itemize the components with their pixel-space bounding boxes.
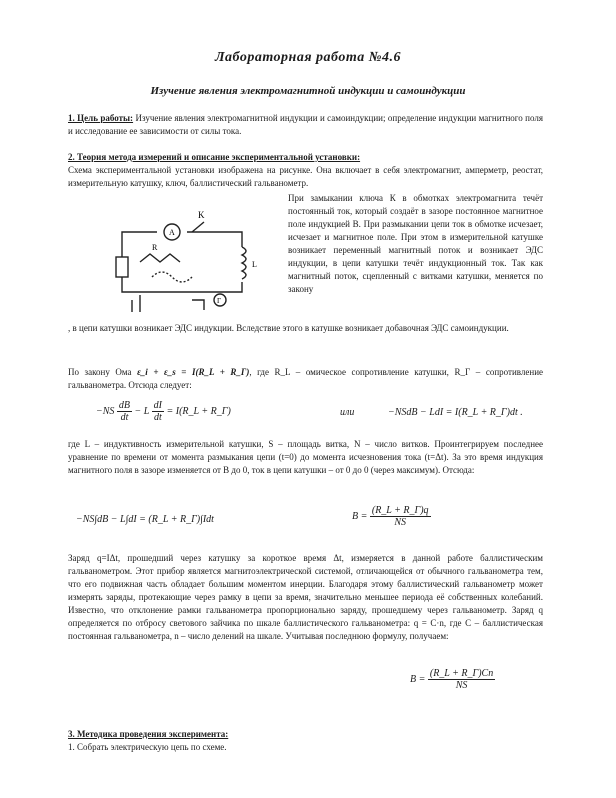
section-3 [68, 728, 543, 754]
galvanometer-paragraph [68, 552, 543, 643]
final-formula-den: NS [455, 680, 468, 691]
section-2-para1 [288, 192, 543, 296]
section-2-intro-text: Схема экспериментальной установки изображена на рисунке. Она включает в себя электромагнит, амперметр, реостат, измерительную катушку, ключ, баллистический гальванометр. [68, 165, 543, 188]
eq-right: −NSdB − LdI = I(R_L + R_Г)dt . [388, 407, 523, 418]
ohm-paragraph [68, 366, 543, 392]
eq-left-b: − L [134, 405, 150, 417]
integration-paragraph [68, 438, 543, 477]
eq-frac-1 [117, 400, 132, 423]
induction-formula [352, 505, 431, 528]
differential-equation [96, 400, 231, 423]
eq-frac-2-num: dI [153, 400, 163, 411]
section-2-para1-end [68, 322, 543, 335]
page-title: Лабораторная работа №4.6 [214, 50, 402, 65]
section-2-intro [68, 151, 543, 190]
section-3-label: 3. Методика проведения эксперимента: [68, 729, 229, 739]
integration-paragraph-text: где L – индуктивность измерительной катушки, S – площадь витка, N – число витков. Проинтегрируем последнее уравнение по времени от момента размыкания цепи (t=0) до момента исчезновения тока (t=Δt). За это время индукция магнитного поля в зазоре изменяется от В до 0, ток в цепи катушки – от 0 до 0 (через максимум). Отсюда: [68, 439, 543, 475]
circuit-label-k: K [198, 210, 205, 220]
integral-equation: −NS∫dB − L∫dI = (R_L + R_Г)∫Idt [76, 514, 214, 525]
ohm-formula: ε_i + ε_s = I(R_L + R_Г) [137, 367, 250, 377]
page-subtitle: Изучение явления электромагнитной индукции и самоиндукции [150, 85, 466, 97]
induction-formula-num: (R_L + R_Г)q [371, 505, 429, 516]
eq-left-c: = I(R_L + R_Г) [166, 405, 231, 417]
circuit-label-l: L [252, 260, 257, 269]
eq-frac-1-den: dt [120, 412, 129, 423]
section-1-label: 1. Цель работы: [68, 113, 134, 123]
circuit-label-r: R [152, 243, 158, 252]
circuit-label-a: A [169, 228, 175, 237]
final-formula-prefix: B = [410, 673, 426, 685]
section-1 [68, 112, 543, 138]
eq-frac-1-num: dB [118, 400, 131, 411]
galvanometer-paragraph-text: Заряд q=IΔt, прошедший через катушку за короткое время Δt, измеряется в данной работе баллистическим гальванометром. Этот прибор является магнитоэлектрической системой, отличающейся от обычного гальванометра тем, что его подвижная часть обладает большим моментом инерции. Благодаря этому баллистический гальванометр может измерять заряды, протекающие через рамку в цепи за время, значительно меньшее периода её собственных колебаний. Известно, что отклонение рамки гальванометра пропорционально заряду, прошедшему через гальванометр. Заряд q определяется по отбросу светового зайчика по шкале баллистического гальванометра: q = C·n, где С – баллистическая постоянная гальванометра, n – число делений на шкале. Учитывая последнюю формулу, получаем: [68, 553, 543, 641]
section-1-text: Изучение явления электромагнитной индукции и самоиндукции; определение индукции магнитного поля и исследование ее зависимости от силы тока. [68, 113, 543, 136]
circuit-diagram [92, 192, 282, 312]
final-formula-num: (R_L + R_Г)Cn [429, 668, 494, 679]
final-formula [410, 668, 495, 691]
final-formula-frac [428, 668, 495, 691]
eq-frac-2 [152, 400, 164, 423]
eq-left-a: −NS [96, 405, 115, 417]
section-2-label: 2. Теория метода измерений и описание экспериментальной установки: [68, 152, 361, 162]
eq-or: или [340, 407, 355, 418]
induction-formula-frac [370, 505, 431, 528]
induction-formula-den: NS [394, 517, 407, 528]
induction-formula-prefix: B = [352, 510, 368, 522]
section-2-para1-end-text: , в цепи катушки возникает ЭДС индукции. Вследствие этого в катушке возникает добавочная ЭДС самоиндукции. [68, 323, 509, 333]
ohm-text-after: , где R_L – омическое сопротивление катушки, R_Г – сопротивление гальванометра. Отсюда следует: [68, 367, 544, 390]
section-3-item-1: 1. Собрать электрическую цепь по схеме. [68, 742, 227, 752]
ohm-text-before: По закону Ома [68, 367, 132, 377]
eq-frac-2-den: dt [153, 412, 162, 423]
circuit-label-g: Г [217, 297, 222, 305]
section-2-para1-text: При замыкании ключа К в обмотках электромагнита течёт постоянный ток, который создаёт в зазоре постоянное магнитное поле индукцией В. При размыкании цепи ток в обмотке исчезает, исчезает и магнитное поле. При этом в измерительной катушке возникает переменный магнитный поток и возникает ЭДС индукции, в цепи катушки течёт индукционный ток. Так как магнитный поток, сцепленный с витками катушки, меняется по закону [288, 193, 543, 294]
